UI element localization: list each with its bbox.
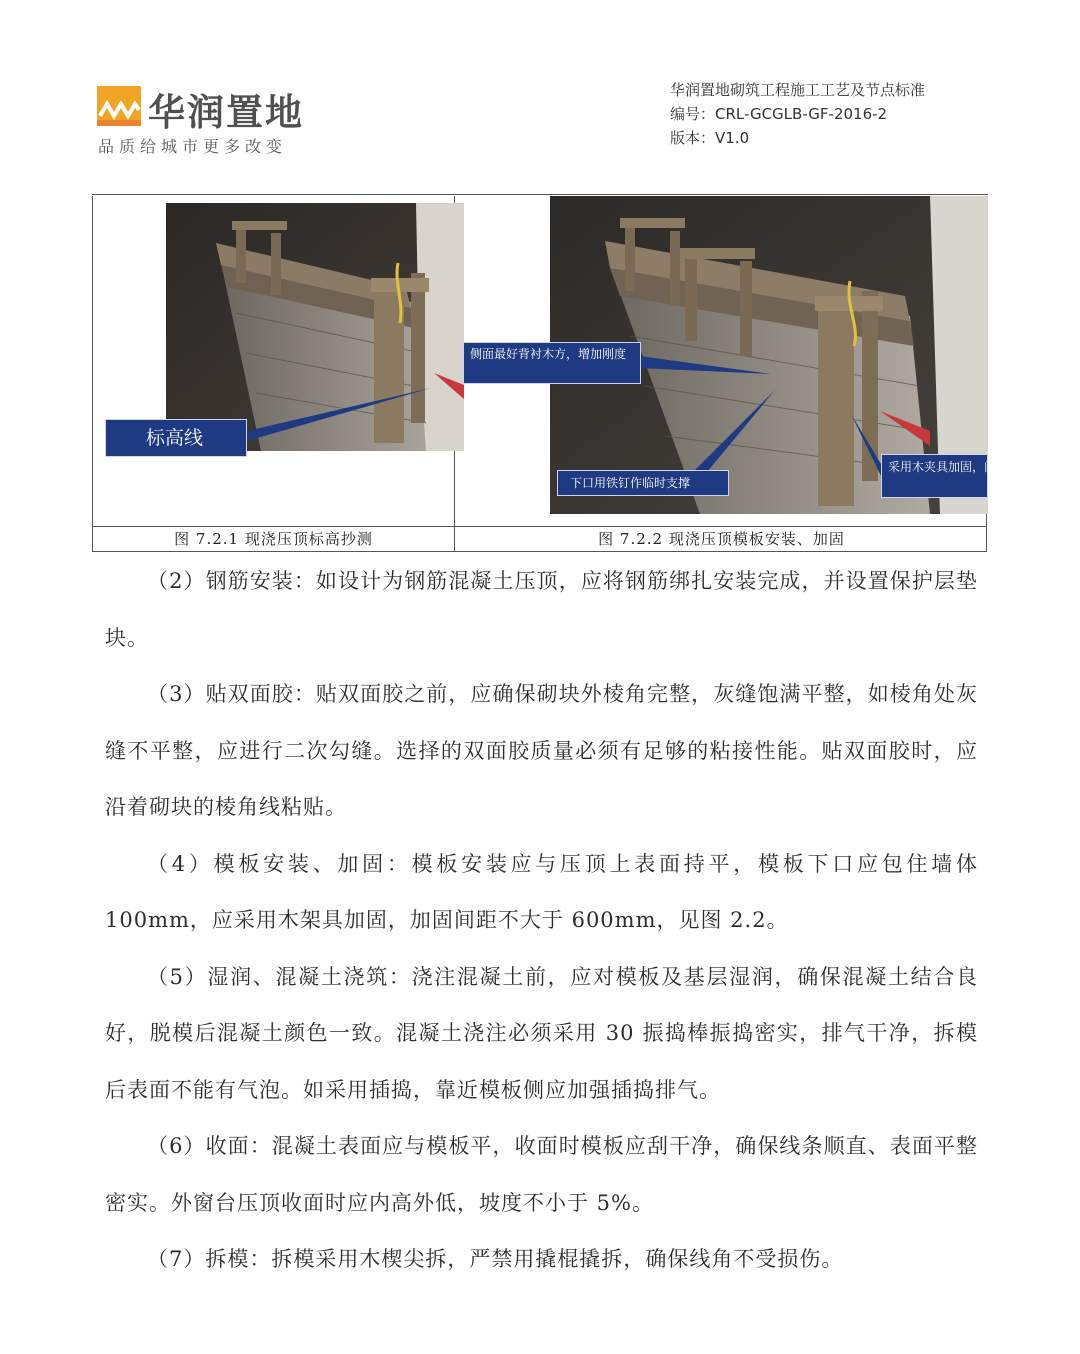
label-wood-clamp: 采用木夹具加固，间距不得大于6 <box>881 454 988 498</box>
paragraph-stripping: （7）拆模：拆模采用木楔尖拆，严禁用撬棍撬拆，确保线角不受损伤。 <box>147 1247 844 1271</box>
brand-logo-icon <box>97 86 141 126</box>
label-nail-support: 下口用铁钉作临时支撑 <box>557 470 729 496</box>
figure-caption: 图 7.2.1 现浇压顶标高抄测 <box>174 530 373 548</box>
brand-name: 华润置地 <box>148 91 304 134</box>
label-side-backing: 侧面最好背衬木方，增加刚度 <box>463 342 641 384</box>
paragraph-formwork-install: （4）模板安装、加固：模板安装应与压顶上表面持平，模板下口应包住墙体 100mm，应采用木架具加固，加固间距不大于 600mm，见图 2.2。 <box>105 851 978 932</box>
photo-elevation-survey <box>166 203 464 451</box>
document-number: 编号：CRL-GCGLB-GF-2016-2 <box>670 105 888 123</box>
paragraph-concrete-pour: （5）湿润、混凝土浇筑：浇注混凝土前，应对模板及基层湿润，确保混凝土结合良好，脱模后混凝土颜色一致。混凝土浇注必须采用 30 振捣棒振捣密实，排气干净，拆模后表面不能有气泡。如采用插捣，靠近模板侧应加强插捣排气。 <box>105 964 978 1102</box>
body-text <box>105 553 978 1288</box>
document-version: 版本：V1.0 <box>670 129 750 147</box>
header-rule <box>92 194 988 195</box>
paragraph-finishing: （6）收面：混凝土表面应与模板平，收面时模板应刮干净，确保线条顺直、表面平整密实。外窗台压顶收面时应内高外低，坡度不小于 5%。 <box>105 1134 978 1215</box>
paragraph-double-tape: （3）贴双面胶：贴双面胶之前，应确保砌块外棱角完整，灰缝饱满平整，如棱角处灰缝不平整，应进行二次勾缝。选择的双面胶质量必须有足够的粘接性能。贴双面胶时，应沿着砌块的棱角线粘贴。 <box>105 682 978 819</box>
label-elevation-line: 标高线 <box>105 419 247 457</box>
paragraph-rebar-install: （2）钢筋安装：如设计为钢筋混凝土压顶，应将钢筋绑扎安装完成，并设置保护层垫块。 <box>105 569 978 650</box>
brand-slogan: 品质给城市更多改变 <box>98 137 288 156</box>
document-meta <box>670 78 925 150</box>
document-title: 华润置地砌筑工程施工工艺及节点标准 <box>670 81 926 99</box>
figure-caption: 图 7.2.2 现浇压顶模板安装、加固 <box>598 530 845 548</box>
figure-table <box>92 196 1064 552</box>
